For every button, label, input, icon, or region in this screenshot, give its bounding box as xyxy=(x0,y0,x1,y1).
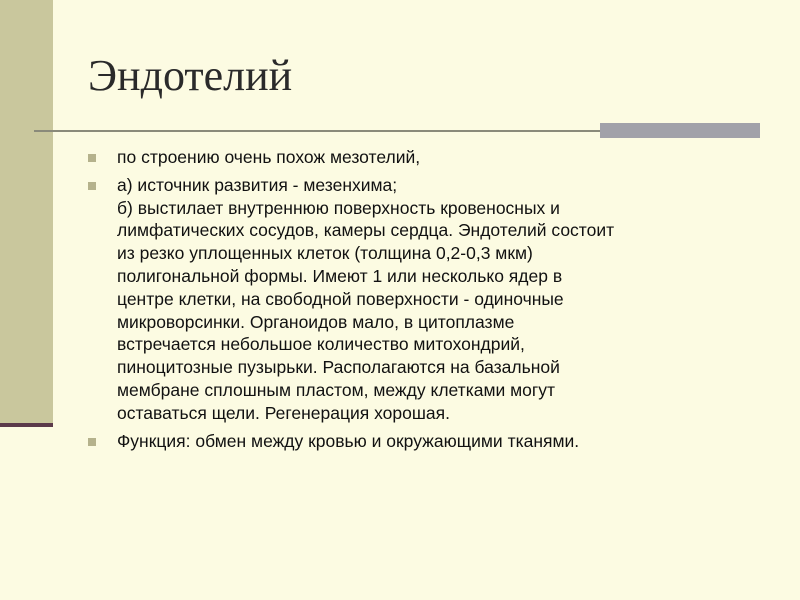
bullet-line: пиноцитозные пузырьки. Располагаются на базальной xyxy=(117,357,560,378)
square-bullet-icon xyxy=(88,154,96,162)
bullet-line: б) выстилает внутреннюю поверхность кровеносных и xyxy=(117,197,560,218)
bullet-line: лимфатических сосудов, камеры сердца. Эндотелий состоит xyxy=(117,220,615,241)
square-bullet-icon xyxy=(88,438,96,446)
bullet-line: мембране сплошным пластом, между клетками могут xyxy=(117,379,556,400)
bullet-line: по строению очень похож мезотелий, xyxy=(117,147,421,167)
bullet-item xyxy=(88,174,768,425)
bullet-line: из резко уплощенных клеток (толщина 0,2-0,3 мкм) xyxy=(117,243,533,264)
bullet-line: Функция: обмен между кровью и окружающими тканями. xyxy=(117,430,580,451)
bullet-item xyxy=(88,430,768,453)
bullet-line: оставаться щели. Регенерация хорошая. xyxy=(117,402,450,423)
square-bullet-icon xyxy=(88,182,96,190)
bullet-list xyxy=(88,146,768,457)
bullet-item xyxy=(88,146,768,169)
bullet-line: встречается небольшое количество митохондрий, xyxy=(117,334,525,355)
title-divider-accent xyxy=(600,123,760,138)
slide-title: Эндотелий xyxy=(88,51,293,100)
bullet-line: полигональной формы. Имеют 1 или несколько ядер в xyxy=(117,265,563,286)
title-divider xyxy=(34,130,600,132)
side-bar-bottom-accent xyxy=(0,423,53,427)
bullet-line: центре клетки, на свободной поверхности - одиночные xyxy=(117,288,564,309)
bullet-line: микроворсинки. Органоидов мало, в цитоплазме xyxy=(117,311,515,332)
decorative-side-bar xyxy=(0,0,53,425)
bullet-line: а) источник развития - мезенхима; xyxy=(117,174,398,195)
